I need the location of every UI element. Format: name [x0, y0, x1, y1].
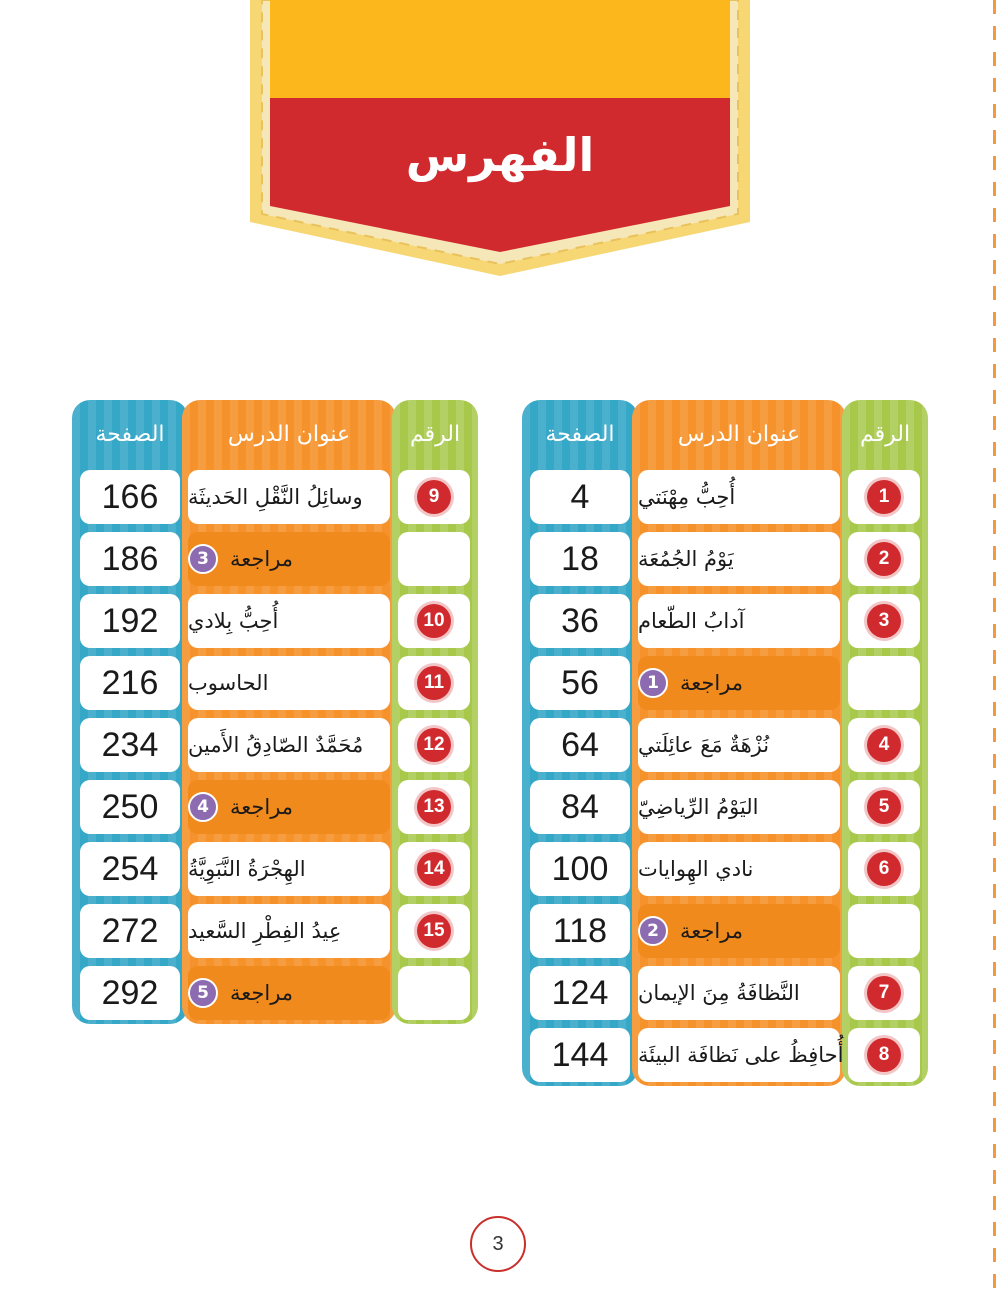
lesson-title-cell: [638, 532, 840, 586]
number-cell: [398, 842, 470, 896]
toc-row: [72, 966, 478, 1022]
review-cell: [188, 966, 390, 1020]
page-title: الفهرس: [405, 128, 595, 182]
toc-row: [522, 718, 928, 774]
lesson-title-cell: [188, 842, 390, 896]
toc-row: [72, 718, 478, 774]
number-cell: [398, 904, 470, 958]
title-banner: [244, 0, 756, 282]
page-cell: 216: [80, 656, 180, 710]
lesson-title-cell: [188, 470, 390, 524]
lesson-title: الهِجْرَةُ النَّبَوِيَّةُ: [188, 857, 306, 881]
toc-row: [522, 532, 928, 588]
lesson-number-badge: 6: [867, 852, 901, 886]
lesson-number-badge: 1: [867, 480, 901, 514]
page-cell: 64: [530, 718, 630, 772]
lesson-number-badge: 11: [417, 666, 451, 700]
lesson-title: النَّظافَةُ مِنَ الإيمان: [638, 981, 800, 1005]
lesson-title-cell: [638, 718, 840, 772]
number-cell: [848, 718, 920, 772]
number-cell: [398, 532, 470, 586]
page-cell: 144: [530, 1028, 630, 1082]
toc-row: [522, 1028, 928, 1084]
lesson-title: الحاسوب: [188, 671, 269, 695]
lesson-title: مراجعة: [230, 981, 294, 1005]
lesson-title-cell: [188, 904, 390, 958]
header-number: الرقم: [409, 421, 461, 447]
toc-row: [522, 780, 928, 836]
toc-row: [72, 594, 478, 650]
lesson-title: أُحِبُّ بِلادي: [188, 609, 279, 633]
review-cell: [188, 780, 390, 834]
page-cell: 272: [80, 904, 180, 958]
number-cell: [848, 904, 920, 958]
number-cell: [398, 718, 470, 772]
lesson-number-badge: 5: [867, 790, 901, 824]
toc-row: [72, 656, 478, 712]
toc-row: [72, 532, 478, 588]
number-cell: [398, 470, 470, 524]
number-cell: [848, 532, 920, 586]
lesson-title: مراجعة: [230, 547, 294, 571]
review-cell: [638, 656, 840, 710]
toc-row: [522, 842, 928, 898]
page-cell: 84: [530, 780, 630, 834]
review-number-badge: 5: [188, 978, 218, 1008]
page-cell: 250: [80, 780, 180, 834]
lesson-number-badge: 13: [417, 790, 451, 824]
lesson-title: اليَوْمُ الرِّياضِيّ: [638, 795, 759, 819]
header-title: عنوان الدرس: [227, 421, 351, 447]
number-cell: [398, 594, 470, 648]
page-cell: 186: [80, 532, 180, 586]
number-cell: [848, 842, 920, 896]
lesson-title-cell: [188, 656, 390, 710]
review-number-badge: 2: [638, 916, 668, 946]
page-cell: 36: [530, 594, 630, 648]
page-edge-dashes: [993, 0, 996, 1294]
lesson-title: مراجعة: [230, 795, 294, 819]
lesson-title-cell: [638, 594, 840, 648]
number-cell: [848, 780, 920, 834]
lesson-title: أُحافِظُ على نَظافَة البيئَة: [638, 1043, 844, 1067]
lesson-title-cell: [638, 470, 840, 524]
header-page: الصفحة: [95, 421, 165, 447]
lesson-title-cell: [638, 842, 840, 896]
lesson-title: نادي الهِوايات: [638, 857, 754, 881]
lesson-number-badge: 10: [417, 604, 451, 638]
toc-row: [72, 904, 478, 960]
lesson-title-cell: [188, 594, 390, 648]
toc-row: [522, 966, 928, 1022]
page-cell: 254: [80, 842, 180, 896]
review-number-badge: 1: [638, 668, 668, 698]
toc-row: [522, 656, 928, 712]
review-cell: [638, 904, 840, 958]
page-cell: 234: [80, 718, 180, 772]
lesson-title: مراجعة: [680, 671, 744, 695]
header-title: عنوان الدرس: [677, 421, 801, 447]
number-cell: [848, 594, 920, 648]
page-cell: 292: [80, 966, 180, 1020]
number-cell: [848, 656, 920, 710]
lesson-title: نُزْهَةٌ مَعَ عائِلَتي: [638, 733, 770, 757]
toc-table-right: [522, 400, 928, 1100]
number-cell: [848, 470, 920, 524]
page-number: 3: [470, 1216, 526, 1272]
lesson-title-cell: [188, 718, 390, 772]
number-cell: [398, 780, 470, 834]
lesson-title: مُحَمَّدٌ الصّادِقُ الأَمين: [188, 733, 364, 757]
lesson-title-cell: [638, 966, 840, 1020]
page-cell: 124: [530, 966, 630, 1020]
review-number-badge: 4: [188, 792, 218, 822]
number-cell: [398, 656, 470, 710]
lesson-number-badge: 14: [417, 852, 451, 886]
lesson-number-badge: 2: [867, 542, 901, 576]
toc-table-left: [72, 400, 478, 1100]
toc-row: [72, 842, 478, 898]
lesson-number-badge: 3: [867, 604, 901, 638]
lesson-title-cell: [638, 1028, 844, 1082]
page-cell: 192: [80, 594, 180, 648]
toc-row: [72, 780, 478, 836]
lesson-number-badge: 8: [867, 1038, 901, 1072]
lesson-title: آدابُ الطّعام: [638, 609, 745, 633]
lesson-number-badge: 15: [417, 914, 451, 948]
review-cell: [188, 532, 390, 586]
header-number: الرقم: [859, 421, 911, 447]
lesson-title: وسائِلُ النَّقْلِ الحَديثَة: [188, 485, 363, 509]
number-cell: [848, 1028, 920, 1082]
page-cell: 4: [530, 470, 630, 524]
number-cell: [398, 966, 470, 1020]
lesson-number-badge: 9: [417, 480, 451, 514]
page-cell: 118: [530, 904, 630, 958]
lesson-title: يَوْمُ الجُمُعَة: [638, 547, 734, 571]
lesson-title: عِيدُ الفِطْرِ السَّعيد: [188, 919, 342, 943]
review-number-badge: 3: [188, 544, 218, 574]
page-cell: 18: [530, 532, 630, 586]
lesson-title-cell: [638, 780, 840, 834]
header-page: الصفحة: [545, 421, 615, 447]
lesson-title: أُحِبُّ مِهْنَتي: [638, 485, 736, 509]
number-cell: [848, 966, 920, 1020]
page-cell: 56: [530, 656, 630, 710]
toc-row: [522, 470, 928, 526]
toc-row: [72, 470, 478, 526]
lesson-number-badge: 12: [417, 728, 451, 762]
toc-row: [522, 904, 928, 960]
lesson-number-badge: 4: [867, 728, 901, 762]
lesson-number-badge: 7: [867, 976, 901, 1010]
page-cell: 100: [530, 842, 630, 896]
page-cell: 166: [80, 470, 180, 524]
toc-row: [522, 594, 928, 650]
lesson-title: مراجعة: [680, 919, 744, 943]
